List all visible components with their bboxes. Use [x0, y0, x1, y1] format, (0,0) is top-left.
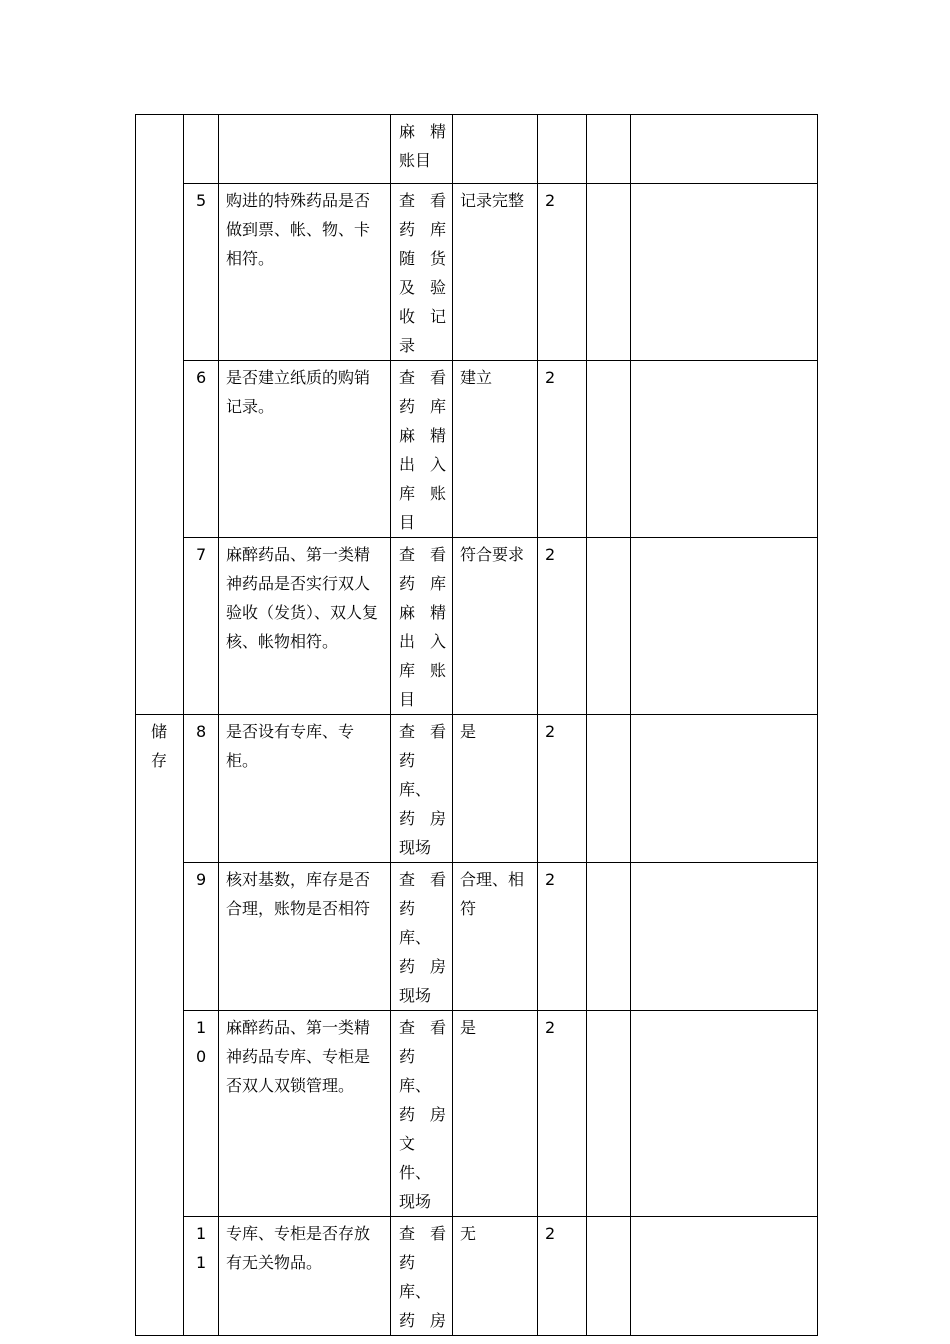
blank-cell-b: [631, 863, 818, 1011]
table-row: [136, 115, 818, 184]
blank-cell-a: [587, 1217, 631, 1336]
standard-text: 合理、相符: [460, 870, 525, 918]
standard-text: 建立: [460, 368, 493, 387]
blank-cell-b: [631, 538, 818, 715]
score-text: 2: [545, 545, 556, 564]
blank-cell-b: [631, 184, 818, 361]
number-cell: [184, 538, 219, 715]
item-text: 核对基数，库存是否合理，账物是否相符: [226, 870, 371, 918]
method-line: 目: [399, 690, 416, 709]
method-line: 药 房: [399, 1311, 446, 1330]
blank-cell-a: [587, 184, 631, 361]
number-cell: [184, 863, 219, 1011]
score-cell: [538, 1011, 587, 1217]
score-cell: [538, 538, 587, 715]
item-cell: [219, 1011, 391, 1217]
method-line: 现场: [399, 986, 432, 1005]
method-line: 随 货: [399, 249, 446, 268]
method-line: 药 房: [399, 1105, 446, 1124]
blank-cell-a: [587, 1011, 631, 1217]
item-cell: [219, 361, 391, 538]
method-text: [391, 1011, 452, 1216]
method-line: 药库、: [399, 899, 432, 947]
method-line: 药库、: [399, 751, 432, 799]
score-cell: [538, 715, 587, 863]
standard-text: [453, 115, 537, 117]
blank-cell-b: [631, 1011, 818, 1217]
standard-cell: [453, 115, 538, 184]
item-number: 7: [196, 545, 207, 564]
method-text: [391, 863, 452, 1010]
method-text: [391, 361, 452, 537]
item-cell: [219, 863, 391, 1011]
table-body: [136, 115, 818, 1336]
method-line: 药 房: [399, 809, 446, 828]
category-text: 储存: [151, 722, 168, 770]
item-text: 是否设有专库、专柜。: [226, 722, 355, 770]
table-row: [136, 1011, 818, 1217]
method-line: 收 记: [399, 307, 446, 326]
method-line: 查 看: [399, 368, 446, 387]
table-row: [136, 361, 818, 538]
method-line: 药 房: [399, 957, 446, 976]
method-line: 及 验: [399, 278, 446, 297]
item-text: 是否建立纸质的购销记录。: [226, 368, 371, 416]
standard-cell: [453, 1217, 538, 1336]
item-text: 购进的特殊药品是否做到票、帐、物、卡相符。: [226, 191, 371, 268]
item-text: 专库、专柜是否存放有无关物品。: [226, 1224, 371, 1272]
method-line: 查 看: [399, 1018, 446, 1037]
blank-cell-b: [631, 115, 818, 184]
method-line: 现场: [399, 1192, 432, 1211]
number-cell: [184, 115, 219, 184]
item-text: 麻醉药品、第一类精神药品专库、专柜是否双人双锁管理。: [226, 1018, 371, 1095]
table-row: [136, 1217, 818, 1336]
table-row: [136, 715, 818, 863]
method-line: 出 入: [399, 632, 446, 651]
method-cell: [391, 1011, 453, 1217]
score-text: [538, 115, 586, 117]
score-cell: [538, 184, 587, 361]
score-cell: [538, 361, 587, 538]
method-line: 目: [399, 513, 416, 532]
item-cell: [219, 115, 391, 184]
standard-text: 无: [460, 1224, 477, 1243]
item-number: 9: [196, 870, 207, 889]
method-line: 麻 精: [399, 426, 446, 445]
number-cell: [184, 1217, 219, 1336]
standard-cell: [453, 538, 538, 715]
blank-cell-b: [631, 361, 818, 538]
method-text: [391, 184, 452, 360]
method-line: 药 库: [399, 574, 446, 593]
blank-cell-a: [587, 863, 631, 1011]
number-cell: [184, 361, 219, 538]
method-line: 出 入: [399, 455, 446, 474]
item-cell: [219, 1217, 391, 1336]
table-row: [136, 184, 818, 361]
item-number: 8: [196, 722, 207, 741]
table-row: [136, 538, 818, 715]
method-text: [391, 115, 452, 175]
score-text: 2: [545, 1224, 556, 1243]
standard-cell: [453, 361, 538, 538]
method-cell: [391, 715, 453, 863]
method-line: 现场: [399, 838, 432, 857]
method-line: 库 账: [399, 661, 446, 680]
method-line: 药 库: [399, 397, 446, 416]
method-cell: [391, 184, 453, 361]
item-cell: [219, 715, 391, 863]
method-cell: [391, 863, 453, 1011]
item-cell: [219, 538, 391, 715]
category-cell: [136, 115, 184, 715]
blank-cell-a: [587, 715, 631, 863]
score-cell: [538, 863, 587, 1011]
item-cell: [219, 184, 391, 361]
item-number: 10: [196, 1018, 207, 1066]
item-text: [219, 115, 390, 117]
method-line: 查 看: [399, 870, 446, 889]
standard-cell: [453, 863, 538, 1011]
method-line: 录: [399, 336, 416, 355]
method-text: [391, 715, 452, 862]
method-line: 库 账: [399, 484, 446, 503]
standard-text: 是: [460, 722, 477, 741]
item-number: [184, 115, 218, 117]
category-text: [136, 115, 183, 117]
score-cell: [538, 115, 587, 184]
blank-cell-a: [587, 361, 631, 538]
method-line: 药 库: [399, 220, 446, 239]
score-text: 2: [545, 1018, 556, 1037]
score-text: 2: [545, 870, 556, 889]
method-line: 查 看: [399, 1224, 446, 1243]
blank-cell-a: [587, 115, 631, 184]
blank-cell-a: [587, 538, 631, 715]
score-cell: [538, 1217, 587, 1336]
standard-text: 记录完整: [460, 191, 525, 210]
item-number: 11: [196, 1224, 207, 1272]
method-line: 查 看: [399, 545, 446, 564]
method-cell: [391, 115, 453, 184]
standard-cell: [453, 1011, 538, 1217]
method-cell: [391, 538, 453, 715]
method-line: 麻 精: [399, 603, 446, 622]
score-text: 2: [545, 191, 556, 210]
method-cell: [391, 1217, 453, 1336]
standard-text: 符合要求: [460, 545, 525, 564]
score-text: 2: [545, 368, 556, 387]
method-line: 查 看: [399, 191, 446, 210]
method-line: 文件、: [399, 1134, 432, 1182]
item-number: 6: [196, 368, 207, 387]
method-cell: [391, 361, 453, 538]
standard-text: 是: [460, 1018, 477, 1037]
standard-cell: [453, 184, 538, 361]
category-cell: [136, 715, 184, 1336]
standard-cell: [453, 715, 538, 863]
method-line: 药库、: [399, 1253, 432, 1301]
score-text: 2: [545, 722, 556, 741]
number-cell: [184, 1011, 219, 1217]
method-line: 麻 精: [399, 122, 446, 141]
method-line: 查 看: [399, 722, 446, 741]
number-cell: [184, 715, 219, 863]
method-line: 药库、: [399, 1047, 432, 1095]
number-cell: [184, 184, 219, 361]
inspection-table: [135, 114, 818, 1336]
item-text: 麻醉药品、第一类精神药品是否实行双人验收（发货）、双人复核、帐物相符。: [226, 545, 379, 651]
blank-cell-b: [631, 715, 818, 863]
method-text: [391, 1217, 452, 1335]
blank-cell-b: [631, 1217, 818, 1336]
table-row: [136, 863, 818, 1011]
method-line: 账目: [399, 151, 432, 170]
method-text: [391, 538, 452, 714]
item-number: 5: [196, 191, 207, 210]
